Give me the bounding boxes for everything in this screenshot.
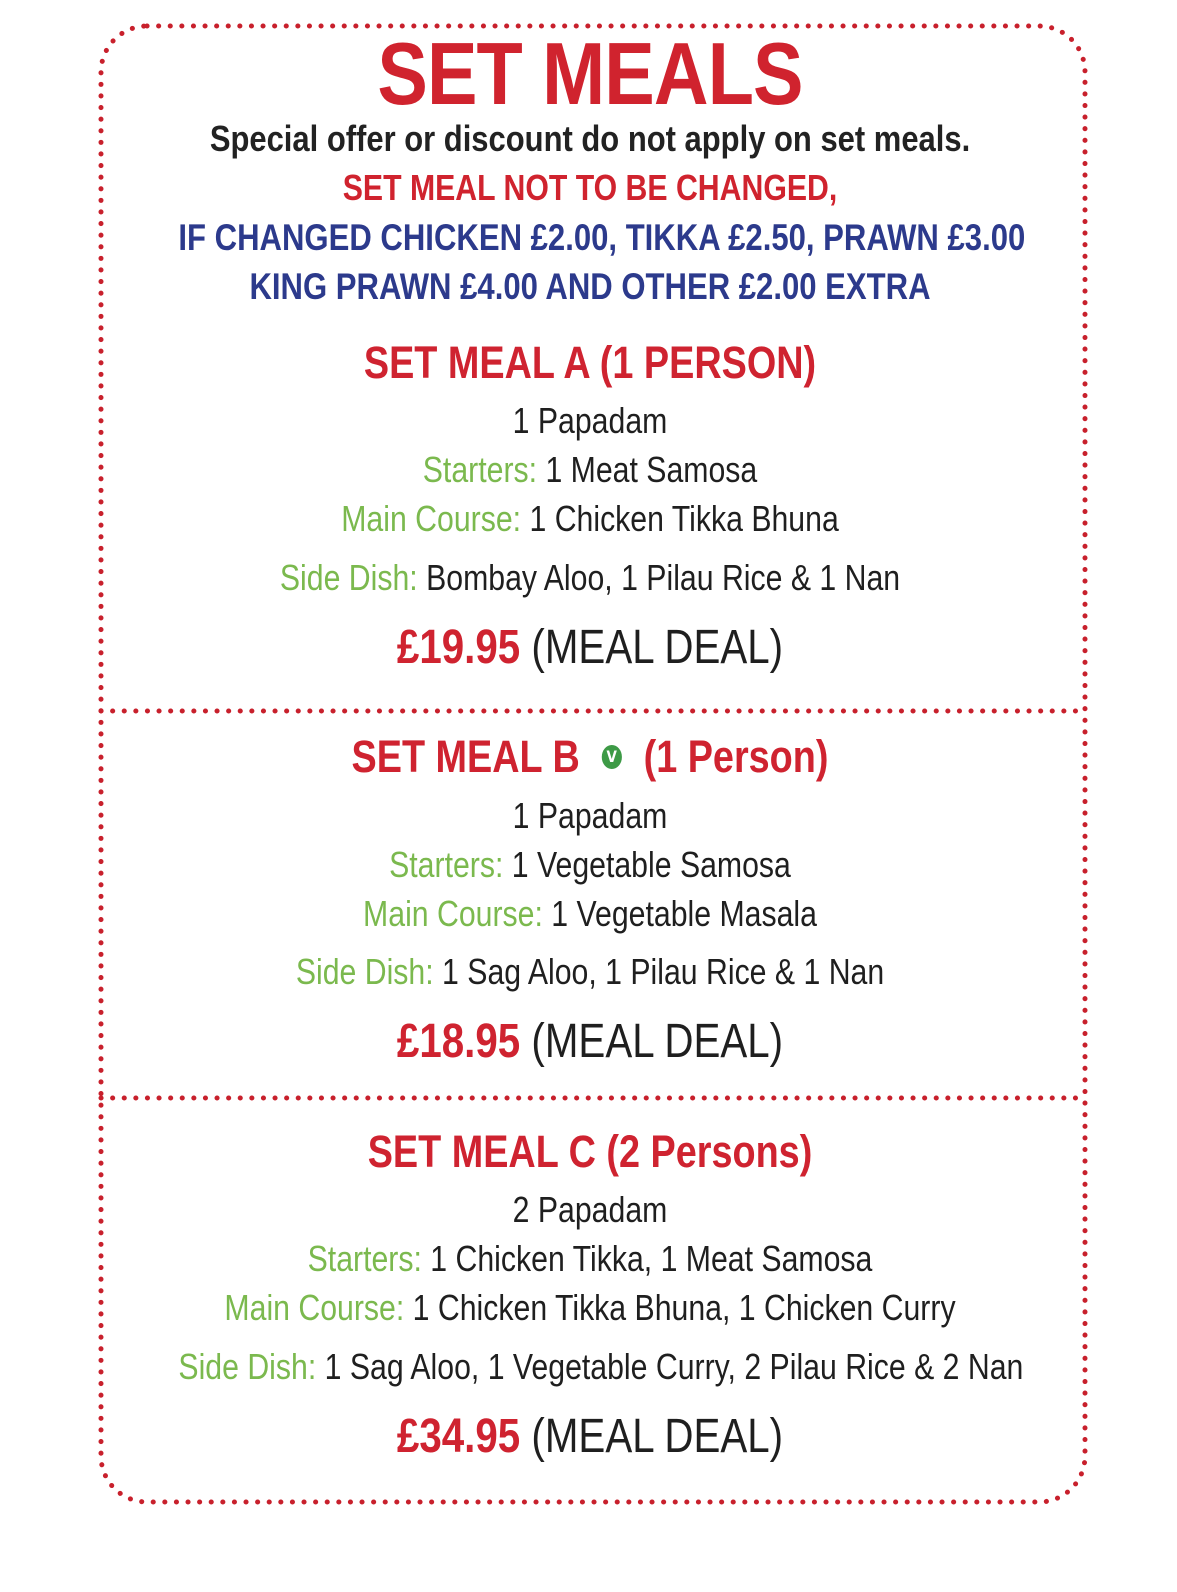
main-course-value: 1 Chicken Tikka Bhuna, 1 Chicken Curry xyxy=(404,1287,956,1328)
starters-label: Starters: xyxy=(389,844,504,885)
main-course-label: Main Course: xyxy=(224,1287,405,1328)
meal-papadam: 1 Papadam xyxy=(512,795,668,836)
meal-deal-label: (MEAL DEAL) xyxy=(520,1015,784,1068)
page-title: SET MEALS xyxy=(377,24,803,123)
meal-price xyxy=(178,1015,1001,1069)
starters-label: Starters: xyxy=(422,449,538,490)
price-value: £19.95 xyxy=(396,621,521,674)
change-surcharge-line-1: IF CHANGED CHICKEN £2.00, TIKKA £2.50, PRAWN £3.00 xyxy=(178,217,1026,258)
main-course-value: 1 Chicken Tikka Bhuna xyxy=(521,498,839,539)
meal-heading-persons: (1 Person) xyxy=(643,731,829,782)
meal-papadam: 2 Papadam xyxy=(512,1189,668,1230)
starters-value: 1 Chicken Tikka, 1 Meat Samosa xyxy=(421,1238,873,1279)
meal-heading: SET MEAL A (1 PERSON) xyxy=(363,337,817,388)
meal-deal-label: (MEAL DEAL) xyxy=(520,1410,784,1463)
meal-heading xyxy=(178,732,1001,782)
side-dish-label: Side Dish: xyxy=(279,557,418,598)
meal-main-course xyxy=(178,1287,1001,1329)
no-change-warning: SET MEAL NOT TO BE CHANGED, xyxy=(342,167,838,208)
side-dish-value: Bombay Aloo, 1 Pilau Rice & 1 Nan xyxy=(417,557,901,598)
main-course-label: Main Course: xyxy=(341,498,522,539)
price-value: £18.95 xyxy=(396,1015,521,1068)
side-dish-label: Side Dish: xyxy=(178,1346,317,1387)
meal-price xyxy=(178,621,1001,675)
starters-value: 1 Meat Samosa xyxy=(537,449,758,490)
meal-heading: SET MEAL C (2 Persons) xyxy=(367,1126,813,1177)
meal-price xyxy=(178,1410,1001,1464)
meal-papadam: 1 Papadam xyxy=(512,400,668,441)
price-value: £34.95 xyxy=(396,1410,521,1463)
side-dish-value: 1 Sag Aloo, 1 Vegetable Curry, 2 Pilau Rice & 2 Nan xyxy=(316,1346,1024,1387)
meal-starters xyxy=(178,449,1001,491)
main-course-value: 1 Vegetable Masala xyxy=(542,893,817,934)
meal-main-course xyxy=(178,498,1001,540)
starters-label: Starters: xyxy=(307,1238,422,1279)
meal-heading-name: SET MEAL B xyxy=(351,731,580,782)
side-dish-value: 1 Sag Aloo, 1 Pilau Rice & 1 Nan xyxy=(433,951,885,992)
meal-starters xyxy=(178,1238,1001,1280)
side-dish-label: Side Dish: xyxy=(295,951,434,992)
meal-side-dish xyxy=(178,1346,1024,1388)
meal-side-dish xyxy=(178,951,1001,993)
meal-starters xyxy=(178,844,1001,886)
no-discount-notice: Special offer or discount do not apply on set meals. xyxy=(209,118,971,159)
main-course-label: Main Course: xyxy=(363,893,543,934)
starters-value: 1 Vegetable Samosa xyxy=(503,844,791,885)
change-surcharge-line-2: KING PRAWN £4.00 AND OTHER £2.00 EXTRA xyxy=(249,266,931,307)
vegetarian-icon: V xyxy=(602,745,622,769)
meal-main-course xyxy=(178,893,1001,935)
meal-deal-label: (MEAL DEAL) xyxy=(520,621,784,674)
meal-side-dish xyxy=(178,557,1001,599)
